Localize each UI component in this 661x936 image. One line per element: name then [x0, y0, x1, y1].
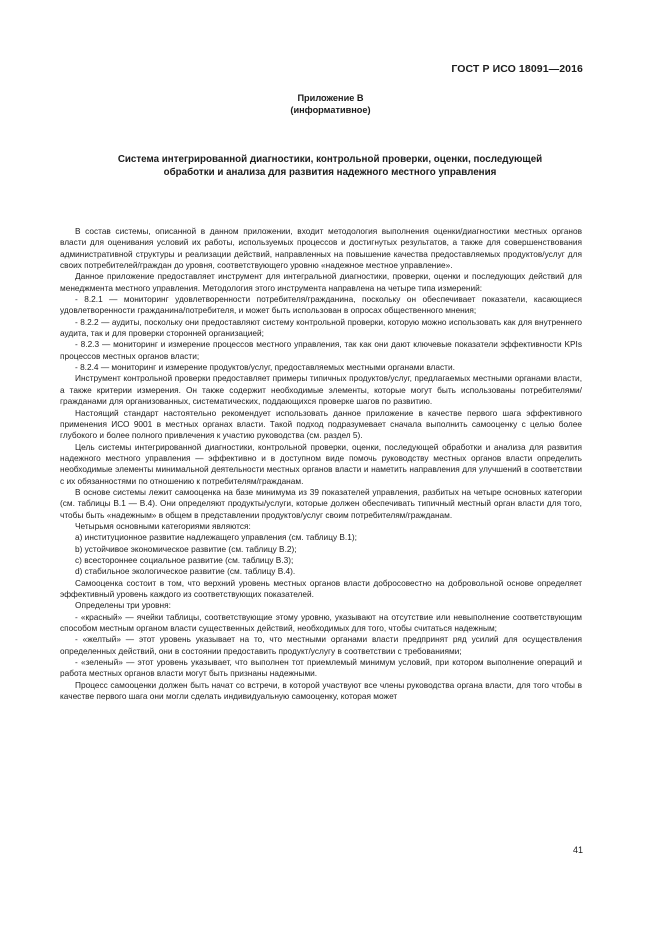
list-item: c) всестороннее социальное развитие (см. таблицу В.3); — [75, 554, 294, 565]
paragraph: Данное приложение предоставляет инструмент для интегральной диагностики, проверки, оценки и последующих действий для менеджмента местного управления. Методология этого инструмента направлена на четыре типа измерений: — [60, 271, 582, 293]
document-body — [60, 226, 582, 702]
section-title — [80, 153, 580, 179]
paragraph: В основе системы лежит самооценка на базе минимума из 39 показателей управления, разбитых на четыре основных категории (см. таблицы В.1 — В.4). Они определяют продукты/услуги, которые должен обеспечивать типичный местный орган власти для того, чтобы быть «надежным» в общем в представлении продуктов/услуг своим потребителям/гражданам. — [60, 486, 582, 520]
list-item: - 8.2.1 — мониторинг удовлетворенности потребителя/гражданина, поскольку он обеспечивает показатели, касающиеся удовлетворенности гражданина/потребителя, и может быть использован в опросах общественного мнения; — [60, 294, 582, 316]
list-item: a) институционное развитие надлежащего управления (см. таблицу В.1); — [75, 532, 357, 543]
list-item: - «желтый» — этот уровень указывает на то, что местными органами власти предпринят ряд усилий для осуществления определенных действий, они в состоянии предоставить продукт/услугу в соответствии с требованиями; — [60, 634, 582, 656]
paragraph: Четырьмя основными категориями являются: — [75, 520, 251, 531]
list-item: - 8.2.3 — мониторинг и измерение процессов местного управления, так как они дают ключевые показатели эффективности KPIs процессов местных органов власти; — [60, 339, 582, 361]
appendix-title: Приложение В — [297, 93, 364, 103]
page-number: 41 — [572, 845, 583, 855]
paragraph: Самооценка состоит в том, что верхний уровень местных органов власти добросовестно на добровольной основе определяет эффективный уровень каждого из соответствующих показателей. — [60, 577, 582, 599]
standard-header: ГОСТ Р ИСО 18091—2016 — [451, 63, 583, 75]
paragraph: Определены три уровня: — [75, 600, 171, 611]
list-item: b) устойчивое экономическое развитие (см. таблицу В.2); — [75, 543, 297, 554]
paragraph: В состав системы, описанной в данном приложении, входит методология выполнения оценки/диагностики местных органов власти для оценивания условий их работы, используемых процессов и достигнутых результатов, а также для совершенствования административной структуры и реализации действий, направленных на повышение качества предоставляемых продуктов/услуг для своих потребителей/граждан до уровня, соответствующего уровню «надежное местное управление». — [60, 226, 582, 271]
paragraph: Настоящий стандарт настоятельно рекомендует использовать данное приложение в качестве первого шага эффективного применения ИСО 9001 в местных органах власти. Такой подход подразумевает сначала выполнить самооценку с целью более глубокого и более полного привлечения к участию руководства (см. раздел 5). — [60, 407, 582, 441]
list-item: - 8.2.2 — аудиты, поскольку они предоставляют систему контрольной проверки, которую можно использовать как для внутреннего аудита, так и для проверки сторонней организацией; — [60, 316, 582, 339]
list-item: - 8.2.4 — мониторинг и измерение продуктов/услуг, предоставляемых местными органами власти. — [75, 362, 455, 373]
list-item: - «зеленый» — этот уровень указывает, что выполнен тот приемлемый минимум условий, при котором выполнение операций и работа местных органов власти могут быть признаны надежными. — [60, 657, 582, 679]
list-item: - «красный» — ячейки таблицы, соответствующие этому уровню, указывают на отсутствие или невыполнение соответствующим способом местным органом власти существенных действий, необходимых для того, чтобы считаться надежным; — [60, 611, 582, 634]
section-title-line-1: Система интегрированной диагностики, контрольной проверки, оценки, последующей — [117, 154, 543, 165]
paragraph: Процесс самооценки должен быть начат со встречи, в которой участвуют все члены руководства органа власти, для того чтобы в качестве первого шага они могли сделать индивидуальную самооценку, которая может — [60, 679, 582, 702]
paragraph: Инструмент контрольной проверки предоставляет примеры типичных продуктов/услуг, предлагаемых местными органами власти, а также критерии измерения. Он также содержит необходимые элементы, которые могут быть использованы потребителями/гражданами для организованных, систематических, поддающихся проверке шагов по развитию. — [60, 373, 582, 407]
paragraph: Цель системы интегрированной диагностики, контрольной проверки, оценки, последующей обработки и анализа для развития надежного местного управления — эффективно и в доступном виде помочь руководству местных органов власти определить необходимые элементы минимальной деятельности местных органов власти и наметить направления для улучшений в соответствии с их обязанностями по отношению к потребителям/гражданам. — [60, 441, 582, 486]
section-title-line-2: обработки и анализа для развития надежного местного управления — [163, 167, 497, 178]
list-item: d) стабильное экологическое развитие (см. таблицу В.4). — [75, 566, 296, 577]
appendix-heading — [0, 92, 661, 116]
appendix-subtitle: (информативное) — [290, 105, 371, 115]
